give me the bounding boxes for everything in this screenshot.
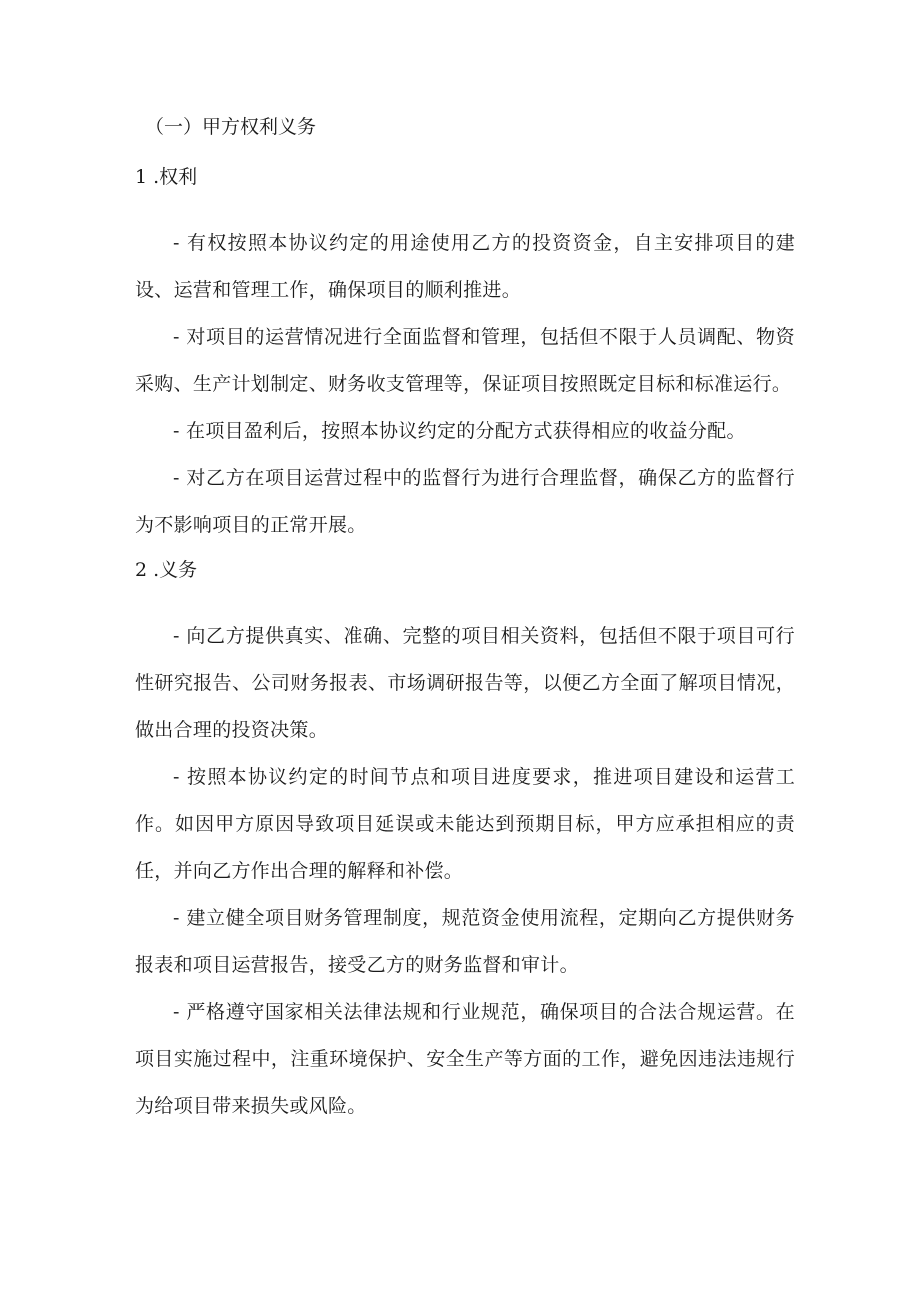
- obligations-heading: 2 .义务: [135, 559, 198, 581]
- obligations-item: - 建立健全项目财务管理制度，规范资金使用流程，定期向乙方提供财务报表和项目运营报告，接受乙方的财务监督和审计。: [135, 907, 795, 976]
- rights-item: - 在项目盈利后，按照本协议约定的分配方式获得相应的收益分配。: [173, 420, 746, 442]
- rights-item: - 有权按照本协议约定的用途使用乙方的投资资金，自主安排项目的建设、运营和管理工作，确保项目的顺利推进。: [135, 232, 795, 301]
- rights-heading: 1 .权利: [135, 166, 198, 188]
- rights-item: - 对项目的运营情况进行全面监督和管理，包括但不限于人员调配、物资采购、生产计划制定、财务收支管理等，保证项目按照既定目标和标准运行。: [135, 326, 795, 395]
- document-content: [135, 112, 795, 1130]
- obligations-list: [135, 613, 795, 1130]
- rights-item: - 对乙方在项目运营过程中的监督行为进行合理监督，确保乙方的监督行为不影响项目的正常开展。: [135, 467, 795, 536]
- obligations-item: - 按照本协议约定的时间节点和项目进度要求，推进项目建设和运营工作。如因甲方原因导致项目延误或未能达到预期目标，甲方应承担相应的责任，并向乙方作出合理的解释和补偿。: [135, 766, 795, 882]
- obligations-item: - 严格遵守国家相关法律法规和行业规范，确保项目的合法合规运营。在项目实施过程中，注重环境保护、安全生产等方面的工作，避免因违法违规行为给项目带来损失或风险。: [135, 1001, 795, 1117]
- obligations-item: - 向乙方提供真实、准确、完整的项目相关资料，包括但不限于项目可行性研究报告、公司财务报表、市场调研报告等，以便乙方全面了解项目情况，做出合理的投资决策。: [135, 625, 795, 741]
- rights-list: [135, 220, 795, 549]
- section-title: （一）甲方权利义务: [145, 116, 317, 138]
